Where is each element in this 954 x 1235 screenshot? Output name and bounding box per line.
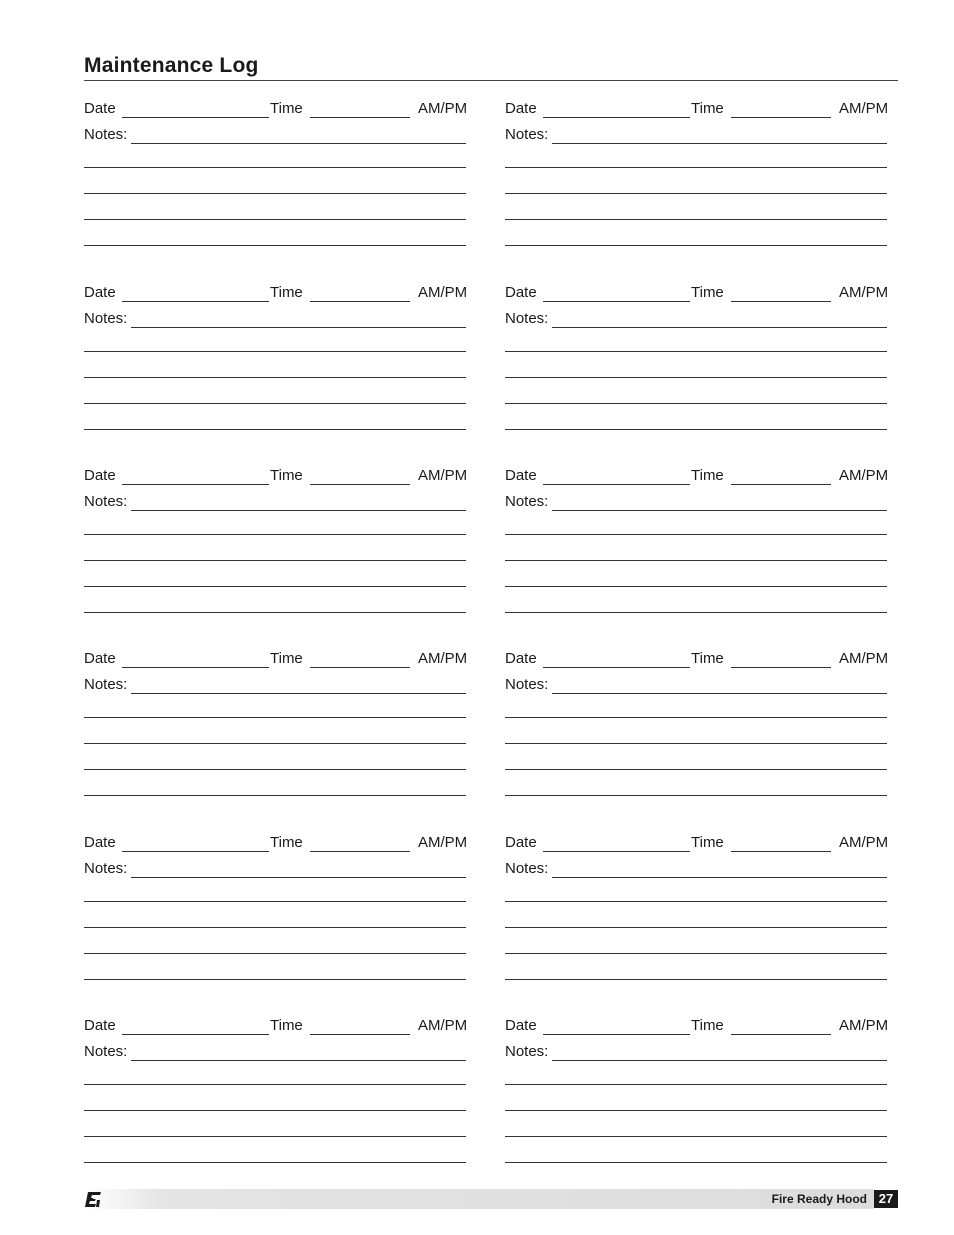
date-field[interactable] (543, 117, 690, 118)
notes-blank-line[interactable] (505, 979, 887, 980)
notes-blank-line[interactable] (505, 219, 887, 220)
date-time-row (84, 650, 474, 668)
date-time-row (505, 284, 895, 302)
time-label: Time (691, 834, 724, 851)
ampm-label: AM/PM (839, 284, 889, 301)
notes-row (505, 1043, 895, 1061)
notes-blank-line[interactable] (505, 927, 887, 928)
date-label: Date (505, 100, 537, 117)
notes-blank-line[interactable] (84, 560, 466, 561)
page-title: Maintenance Log (84, 54, 259, 77)
log-entry (84, 834, 474, 999)
date-label: Date (505, 467, 537, 484)
date-time-row (505, 834, 895, 852)
time-label: Time (270, 284, 303, 301)
notes-blank-line[interactable] (505, 1084, 887, 1085)
time-label: Time (691, 467, 724, 484)
notes-blank-line[interactable] (84, 769, 466, 770)
notes-blank-line[interactable] (505, 193, 887, 194)
notes-row (505, 676, 895, 694)
ampm-label: AM/PM (839, 1017, 889, 1034)
notes-row (84, 493, 474, 511)
notes-field[interactable] (131, 327, 466, 328)
date-label: Date (505, 1017, 537, 1034)
log-entry (505, 284, 895, 449)
notes-blank-line[interactable] (505, 953, 887, 954)
notes-blank-line[interactable] (84, 403, 466, 404)
notes-row (505, 860, 895, 878)
notes-blank-line[interactable] (84, 219, 466, 220)
notes-blank-line[interactable] (505, 795, 887, 796)
date-label: Date (84, 650, 116, 667)
notes-label: Notes: (505, 1043, 549, 1060)
log-entry (505, 100, 895, 265)
date-field[interactable] (122, 301, 269, 302)
time-field[interactable] (731, 667, 831, 668)
notes-blank-line[interactable] (84, 167, 466, 168)
notes-blank-line[interactable] (84, 534, 466, 535)
notes-blank-line[interactable] (505, 612, 887, 613)
notes-blank-line[interactable] (84, 377, 466, 378)
time-field[interactable] (731, 117, 831, 118)
time-label: Time (270, 834, 303, 851)
notes-label: Notes: (84, 493, 128, 510)
notes-row (505, 493, 895, 511)
notes-blank-line[interactable] (505, 560, 887, 561)
notes-blank-line[interactable] (84, 795, 466, 796)
log-entry (84, 1017, 474, 1182)
notes-label: Notes: (84, 1043, 128, 1060)
date-time-row (84, 100, 474, 118)
notes-blank-line[interactable] (84, 429, 466, 430)
date-field[interactable] (122, 1034, 269, 1035)
notes-blank-line[interactable] (84, 612, 466, 613)
notes-blank-line[interactable] (505, 717, 887, 718)
date-label: Date (84, 100, 116, 117)
log-entry (505, 1017, 895, 1182)
notes-label: Notes: (84, 860, 128, 877)
notes-label: Notes: (505, 676, 549, 693)
time-label: Time (270, 650, 303, 667)
notes-label: Notes: (505, 310, 549, 327)
date-time-row (84, 467, 474, 485)
notes-row (84, 310, 474, 328)
footer-band (84, 1189, 874, 1209)
notes-label: Notes: (84, 126, 128, 143)
notes-blank-line[interactable] (505, 901, 887, 902)
ampm-label: AM/PM (839, 650, 889, 667)
time-field[interactable] (310, 301, 410, 302)
time-field[interactable] (310, 117, 410, 118)
date-time-row (505, 100, 895, 118)
notes-row (84, 860, 474, 878)
notes-blank-line[interactable] (505, 1162, 887, 1163)
ampm-label: AM/PM (839, 467, 889, 484)
ampm-label: AM/PM (839, 834, 889, 851)
notes-field[interactable] (131, 877, 466, 878)
ampm-label: AM/PM (418, 1017, 468, 1034)
date-label: Date (84, 467, 116, 484)
notes-label: Notes: (505, 126, 549, 143)
log-entry (84, 467, 474, 632)
date-field[interactable] (543, 484, 690, 485)
date-field[interactable] (543, 851, 690, 852)
date-label: Date (84, 1017, 116, 1034)
notes-field[interactable] (552, 877, 887, 878)
time-field[interactable] (731, 1034, 831, 1035)
date-field[interactable] (543, 301, 690, 302)
time-field[interactable] (731, 851, 831, 852)
notes-blank-line[interactable] (505, 1136, 887, 1137)
notes-blank-line[interactable] (505, 586, 887, 587)
notes-label: Notes: (84, 676, 128, 693)
notes-blank-line[interactable] (84, 245, 466, 246)
notes-label: Notes: (505, 493, 549, 510)
ampm-label: AM/PM (839, 100, 889, 117)
notes-field[interactable] (131, 143, 466, 144)
notes-blank-line[interactable] (84, 717, 466, 718)
notes-row (505, 310, 895, 328)
date-label: Date (84, 284, 116, 301)
notes-field[interactable] (552, 510, 887, 511)
time-label: Time (270, 1017, 303, 1034)
date-field[interactable] (122, 667, 269, 668)
date-time-row (84, 1017, 474, 1035)
footer-product-name: Fire Ready Hood (771, 1192, 867, 1206)
ampm-label: AM/PM (418, 650, 468, 667)
notes-row (84, 676, 474, 694)
date-field[interactable] (543, 1034, 690, 1035)
time-field[interactable] (310, 851, 410, 852)
notes-row (84, 1043, 474, 1061)
time-field[interactable] (731, 301, 831, 302)
time-field[interactable] (310, 1034, 410, 1035)
notes-blank-line[interactable] (505, 1110, 887, 1111)
notes-blank-line[interactable] (84, 351, 466, 352)
notes-blank-line[interactable] (84, 193, 466, 194)
ampm-label: AM/PM (418, 467, 468, 484)
date-field[interactable] (543, 667, 690, 668)
time-label: Time (691, 1017, 724, 1034)
log-entry (84, 100, 474, 265)
notes-blank-line[interactable] (84, 1162, 466, 1163)
notes-blank-line[interactable] (505, 769, 887, 770)
log-entry (505, 467, 895, 632)
notes-label: Notes: (505, 860, 549, 877)
notes-field[interactable] (552, 1060, 887, 1061)
date-field[interactable] (122, 484, 269, 485)
time-field[interactable] (731, 484, 831, 485)
page-number: 27 (874, 1190, 898, 1208)
notes-blank-line[interactable] (84, 743, 466, 744)
notes-blank-line[interactable] (84, 586, 466, 587)
date-label: Date (505, 650, 537, 667)
notes-blank-line[interactable] (505, 377, 887, 378)
time-field[interactable] (310, 484, 410, 485)
date-field[interactable] (122, 851, 269, 852)
notes-row (505, 126, 895, 144)
date-time-row (84, 834, 474, 852)
ampm-label: AM/PM (418, 834, 468, 851)
time-label: Time (691, 650, 724, 667)
log-entry (84, 650, 474, 815)
time-field[interactable] (310, 667, 410, 668)
date-label: Date (505, 834, 537, 851)
notes-label: Notes: (84, 310, 128, 327)
notes-blank-line[interactable] (505, 351, 887, 352)
notes-field[interactable] (131, 693, 466, 694)
log-entry (505, 650, 895, 815)
notes-blank-line[interactable] (505, 167, 887, 168)
notes-blank-line[interactable] (84, 979, 466, 980)
ampm-label: AM/PM (418, 100, 468, 117)
date-time-row (505, 650, 895, 668)
notes-blank-line[interactable] (84, 901, 466, 902)
date-time-row (84, 284, 474, 302)
notes-blank-line[interactable] (505, 743, 887, 744)
notes-field[interactable] (131, 510, 466, 511)
notes-blank-line[interactable] (84, 1110, 466, 1111)
log-entry (84, 284, 474, 449)
time-label: Time (270, 467, 303, 484)
date-time-row (505, 467, 895, 485)
notes-field[interactable] (552, 693, 887, 694)
notes-blank-line[interactable] (505, 245, 887, 246)
notes-blank-line[interactable] (505, 534, 887, 535)
time-label: Time (691, 100, 724, 117)
notes-blank-line[interactable] (84, 1084, 466, 1085)
date-time-row (505, 1017, 895, 1035)
log-entry (505, 834, 895, 999)
notes-field[interactable] (552, 327, 887, 328)
notes-blank-line[interactable] (84, 953, 466, 954)
date-field[interactable] (122, 117, 269, 118)
notes-blank-line[interactable] (505, 429, 887, 430)
company-logo-icon (84, 1190, 102, 1208)
notes-blank-line[interactable] (84, 1136, 466, 1137)
ampm-label: AM/PM (418, 284, 468, 301)
notes-field[interactable] (552, 143, 887, 144)
date-label: Date (84, 834, 116, 851)
notes-blank-line[interactable] (84, 927, 466, 928)
notes-row (84, 126, 474, 144)
time-label: Time (270, 100, 303, 117)
notes-field[interactable] (131, 1060, 466, 1061)
time-label: Time (691, 284, 724, 301)
date-label: Date (505, 284, 537, 301)
notes-blank-line[interactable] (505, 403, 887, 404)
